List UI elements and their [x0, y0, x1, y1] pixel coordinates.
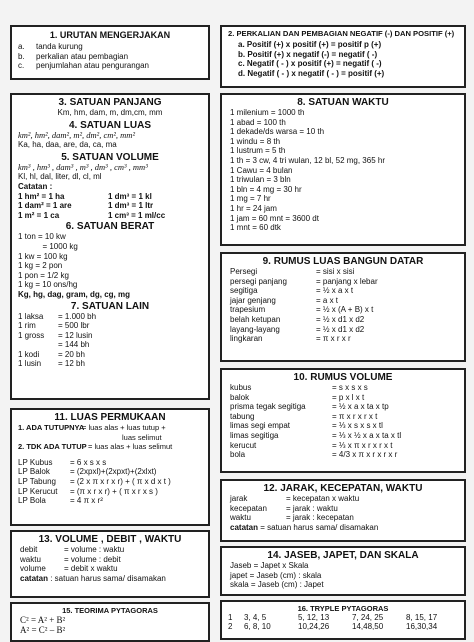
note: catatan = satuan harus sama/ disamakan: [230, 522, 379, 532]
list-item: 1 gross = 12 lusin: [18, 330, 93, 340]
section-title: 16. TRYPLE PYTAGORAS: [297, 604, 389, 613]
formula-row: 2. TDK ADA TUTUP = luas alas + luas selimut: [18, 442, 173, 452]
formula-row: kerucut = ⅓ x π x r x r x t: [230, 440, 393, 450]
formula-row: C² = A² + B²: [20, 615, 66, 625]
section-title: 4. SATUAN LUAS: [68, 119, 152, 131]
formula-row: kubus = s x s x s: [230, 383, 368, 392]
formula-row: luas selimut: [122, 432, 162, 442]
list-item: Kg, hg, dag, gram, dg, cg, mg: [18, 289, 131, 299]
formula-row: trapesium = ½ x (A + B) x t: [230, 305, 374, 315]
list-item: 1 mg = 7 hr: [230, 194, 271, 204]
section-title: 11. LUAS PERMUKAAN: [54, 412, 166, 423]
unit-list: km³ , hm³ , dam³ , m³ , dm³ , cm³ , mm³: [18, 161, 148, 172]
list-item: 1 jam = 60 mnt = 3600 dt: [230, 213, 319, 223]
list-item: 1 hr = 24 jam: [230, 203, 277, 213]
formula-row: bola = 4/3 x π x r x r x r: [230, 450, 398, 460]
formula-row: skala = Jaseb (cm) : Japet: [230, 580, 324, 590]
box-urutan-mengerjakan: [10, 25, 210, 80]
formula-row: LP Tabung = (2 x π x r x r) + ( π x d x t ): [18, 476, 171, 486]
unit-names: Ka, ha, daa, are, da, ca, ma: [18, 140, 117, 150]
section-title: 6. SATUAN BERAT: [65, 221, 155, 233]
list-item: a. tanda kurung: [18, 42, 83, 51]
section-title: 13. VOLUME , DEBIT , WAKTU: [38, 534, 182, 545]
list-item: 1 kg = 2 pon: [18, 261, 63, 271]
list-item: 1 laksa = 1.000 bh: [18, 311, 97, 321]
list-item: d. Negatif ( - ) x negatif ( - ) = positif (+): [238, 68, 385, 78]
box-luas-permukaan: [10, 408, 210, 526]
formula-row: segitiga = ½ x a x t: [230, 286, 354, 296]
note: catatan : satuan harus sama/ disamakan: [20, 573, 166, 583]
section-title: 3. SATUAN PANJANG: [58, 97, 162, 108]
list-item: 1 ton = 10 kw: [18, 232, 66, 242]
section-title: 8. SATUAN WAKTU: [297, 97, 389, 108]
list-item: 1 pon = 1/2 kg: [18, 270, 69, 280]
list-item: 1 milenium = 1000 th: [230, 108, 305, 117]
box-satuan-waktu: [220, 93, 466, 246]
formula-row: jajar genjang = a x t: [230, 295, 339, 305]
list-item: 1 mnt = 60 dtk: [230, 223, 281, 233]
formula-row: japet = Jaseb (cm) : skala: [230, 570, 322, 580]
list-item: b. perkalian atau pembagian: [18, 51, 129, 61]
list-item: 1 lustrum = 5 th: [230, 146, 286, 156]
list-item: 1 windu = 8 th: [230, 136, 281, 146]
list-item: c. Negatif ( - ) x positif (+) = negatif ( -): [238, 59, 382, 69]
formula-row: layang-layang = ½ x d1 x d2: [230, 324, 365, 334]
formula-row: persegi panjang = panjang x lebar: [230, 276, 378, 286]
formula-row: LP Kerucut = (π x r x r) + ( π x r x s ): [18, 486, 158, 496]
formula-row: limas segitiga = ⅓ x ½ x a x ta x tl: [230, 430, 402, 440]
formula-row: 1. ADA TUTUPNYA = luas alas + luas tutup +: [18, 423, 166, 432]
list-item: = 144 bh: [58, 340, 90, 350]
formula-row: limas segi empat = ⅓ x s x s x tl: [230, 421, 383, 431]
list-item: 1 Cawu = 4 bulan: [230, 165, 293, 175]
list-item: a. Positif (+) x positif (+) = positif p (+): [238, 40, 382, 49]
box-rumus-luas: [220, 252, 466, 362]
section-title: 14. JASEB, JAPET, DAN SKALA: [267, 550, 419, 561]
list-item: = 1000 kg: [18, 241, 78, 251]
list-item: 1 bln = 4 mg = 30 hr: [230, 184, 302, 194]
formula-row: tabung = π x r x r x t: [230, 411, 378, 421]
formula-row: LP Balok = (2xpxl)+(2xpxt)+(2xlxt): [18, 467, 157, 477]
list-item: 1 kg = 10 ons/hg: [18, 280, 78, 290]
list-item: 1 kodi = 20 bh: [18, 349, 85, 359]
formula-row: waktu = volume : debit: [20, 554, 121, 564]
formula-row: Persegi = sisi x sisi: [230, 267, 355, 276]
unit-list: Km, hm, dam, m, dm,cm, mm: [57, 108, 163, 117]
section-title: 5. SATUAN VOLUME: [61, 151, 159, 163]
list-item: 1 kw = 100 kg: [18, 251, 68, 261]
formula-row: lingkaran = π x r x r: [230, 334, 351, 344]
list-item: 1 dekade/ds warsa = 10 th: [230, 127, 325, 137]
box-perkalian-negatif-positif: [220, 25, 466, 88]
formula-row: A² = C² – B²: [20, 625, 66, 635]
formula-row: belah ketupan = ½ x d1 x d2: [230, 314, 365, 324]
list-item: c. penjumlahan atau pengurangan: [18, 61, 149, 71]
formula-row: Jaseb = Japet x Skala: [230, 561, 309, 570]
box-volume-debit-waktu: [10, 530, 210, 598]
formula-row: volume = debit x waktu: [20, 564, 118, 574]
unit-list: km², hm², dam², m², dm², cm², mm²: [18, 129, 135, 140]
note-label: Catatan :: [18, 181, 53, 191]
section-title: 12. JARAK, KECEPATAN, WAKTU: [263, 483, 423, 494]
section-title: 7. SATUAN LAIN: [70, 300, 150, 312]
section-title: 2. PERKALIAN DAN PEMBAGIAN NEGATIF (-) DAN POSITIF (+): [228, 29, 455, 38]
list-item: b. Positif (+) x negatif (-) = negatif ( -): [238, 49, 378, 59]
formula-row: LP Kubus = 6 x s x s: [18, 457, 107, 467]
formula-row: LP Bola = 4 π x r²: [18, 496, 103, 506]
formula-row: debit = volume : waktu: [20, 545, 125, 554]
conversion-row: 1 hm² = 1 ha 1 dm³ = 1 kl: [18, 191, 152, 201]
list-item: 1 rim = 500 lbr: [18, 321, 90, 331]
table-row: 2 6, 8, 10 10,24,26 14,48,50 16,30,34: [228, 622, 438, 631]
list-item: 1 abad = 100 th: [230, 117, 286, 127]
formula-row: waktu = jarak : kecepatan: [230, 513, 354, 523]
section-title: 15. TEORIMA PYTAGORAS: [62, 606, 158, 615]
section-title: 10. RUMUS VOLUME: [293, 372, 393, 383]
unit-names: Kl, hl, dal, liter, dl, cl, ml: [18, 172, 102, 182]
box-teorema-pytagoras: [10, 602, 210, 642]
section-title: 1. URUTAN MENGERJAKAN: [49, 30, 171, 40]
table-row: 1 3, 4, 5 5, 12, 13 7, 24, 25 8, 15, 17: [228, 613, 438, 622]
box-tryple-pytagoras: [220, 600, 466, 640]
box-rumus-volume: [220, 368, 466, 473]
conversion-row: 1 m² = 1 ca 1 cm³ = 1 ml/cc: [18, 210, 166, 220]
formula-row: kecepatan = jarak : waktu: [230, 503, 338, 513]
list-item: 1 lusin = 12 bh: [18, 359, 85, 369]
box-satuan: [10, 93, 210, 400]
formula-row: balok = p x l x t: [230, 392, 365, 402]
formula-row: jarak = kecepatan x waktu: [230, 494, 360, 503]
formula-row: prisma tegak segitiga = ½ x a x ta x tp: [230, 402, 389, 412]
box-jarak-kecepatan-waktu: [220, 479, 466, 542]
list-item: 1 th = 3 cw, 4 tri wulan, 12 bl, 52 mg, 365 hr: [230, 155, 385, 165]
list-item: 1 triwulan = 3 bln: [230, 175, 291, 185]
conversion-row: 1 dam² = 1 are 1 dm³ = 1 ltr: [18, 201, 154, 211]
section-title: 9. RUMUS LUAS BANGUN DATAR: [262, 256, 424, 267]
box-jaseb-japet-skala: [220, 546, 466, 596]
